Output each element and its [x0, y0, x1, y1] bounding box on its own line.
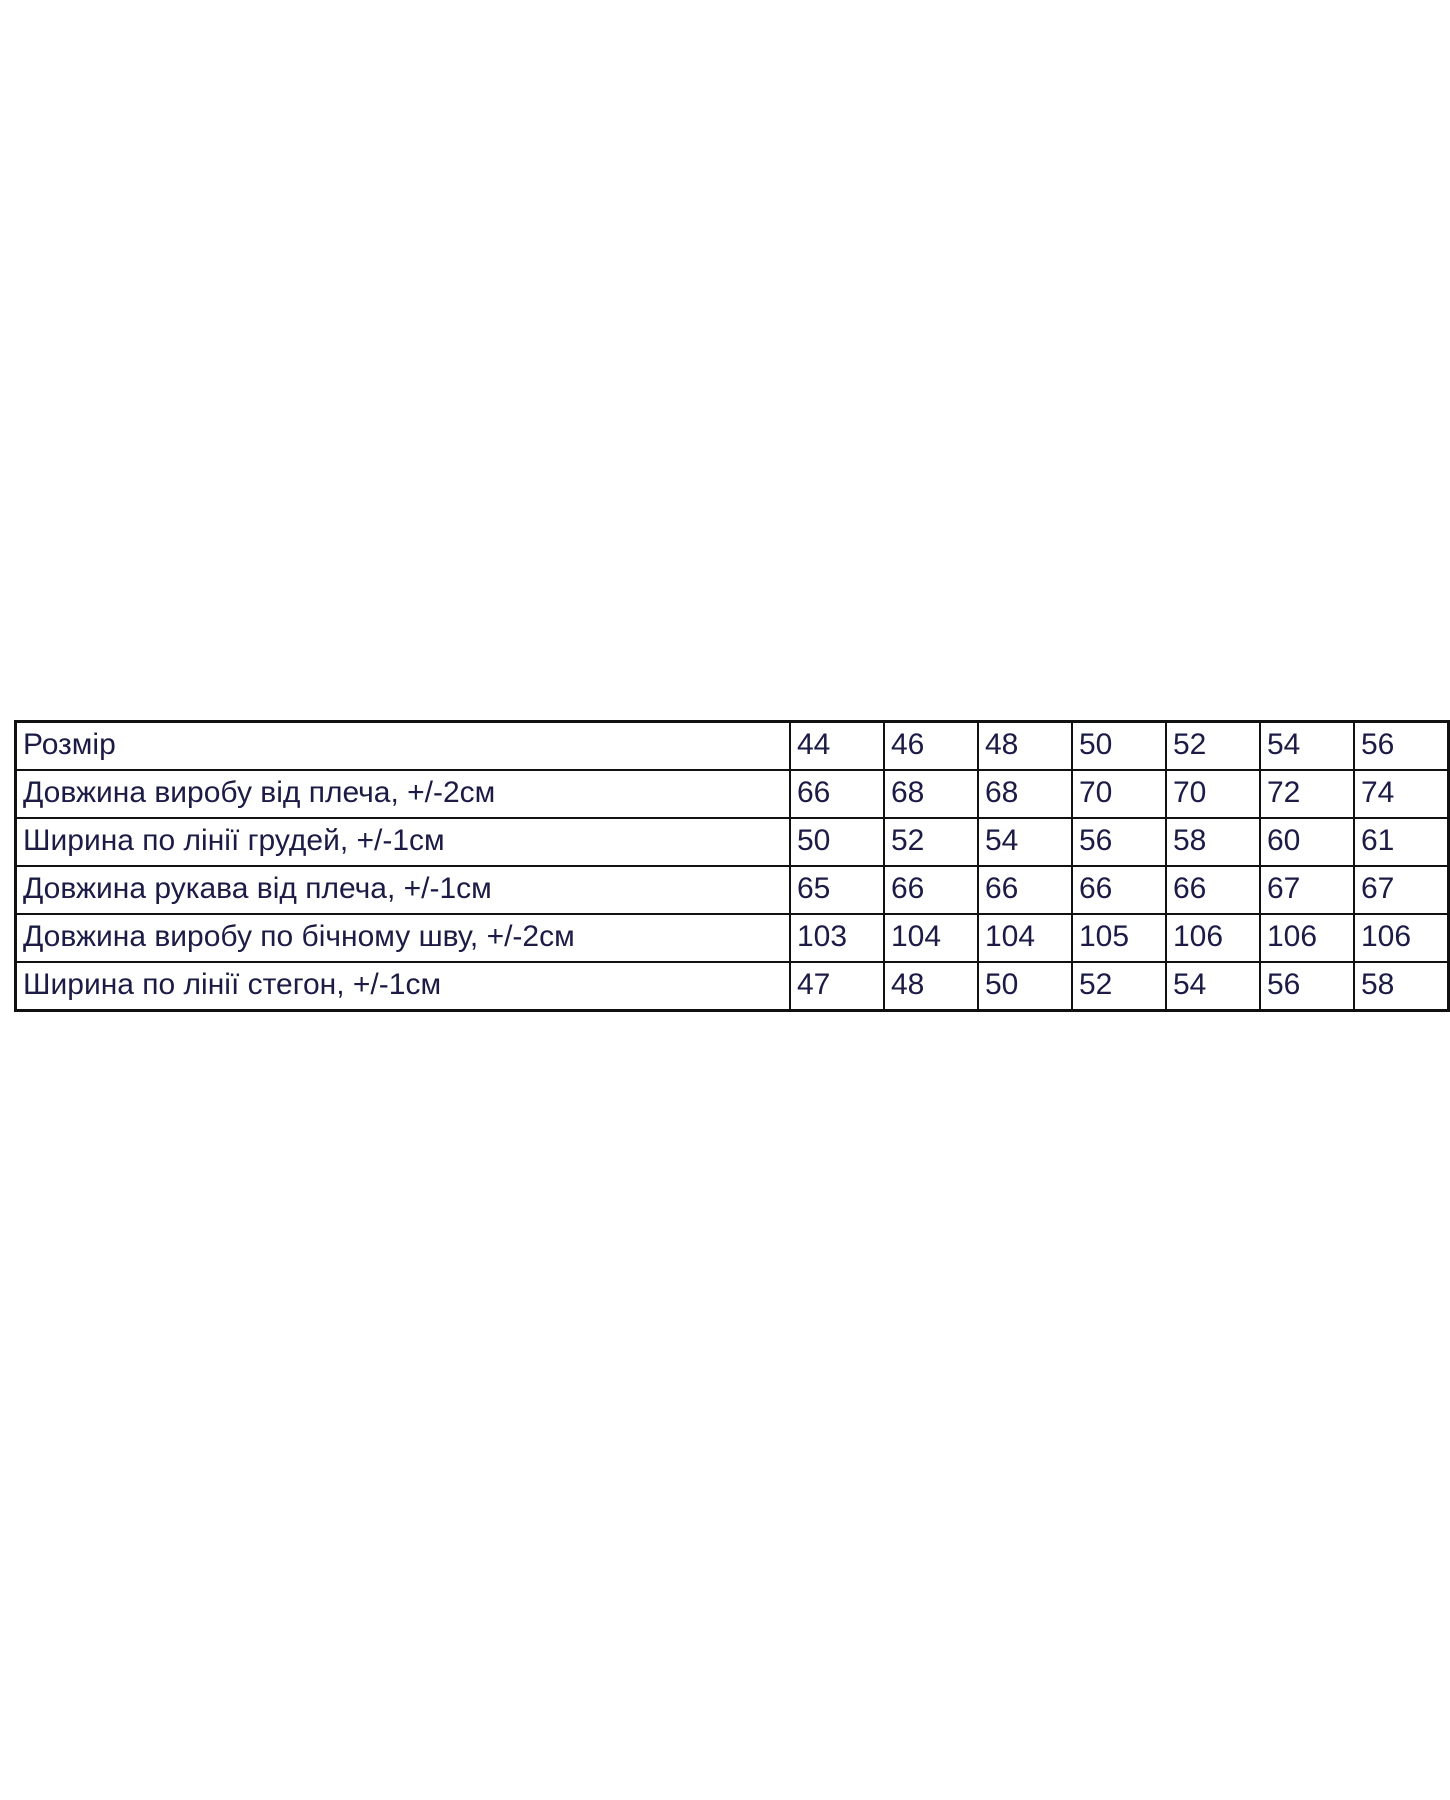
row-value: 54: [1260, 722, 1354, 771]
row-value: 66: [884, 866, 978, 914]
row-value: 48: [978, 722, 1072, 771]
row-value: 67: [1354, 866, 1449, 914]
row-value: 70: [1072, 770, 1166, 818]
row-value: 56: [1354, 722, 1449, 771]
row-value: 52: [1166, 722, 1260, 771]
row-label: Ширина по лінії грудей, +/-1см: [16, 818, 791, 866]
row-value: 46: [884, 722, 978, 771]
size-chart-container: [14, 720, 1412, 1012]
row-value: 58: [1166, 818, 1260, 866]
size-chart-body: [16, 722, 1449, 1011]
table-row: [16, 914, 1449, 962]
row-value: 52: [1072, 962, 1166, 1011]
row-value: 106: [1166, 914, 1260, 962]
table-row: [16, 866, 1449, 914]
row-value: 54: [978, 818, 1072, 866]
row-value: 65: [790, 866, 884, 914]
row-value: 104: [884, 914, 978, 962]
row-value: 50: [790, 818, 884, 866]
row-value: 66: [1166, 866, 1260, 914]
size-chart-table: [14, 720, 1450, 1012]
row-value: 74: [1354, 770, 1449, 818]
table-row: [16, 818, 1449, 866]
row-value: 70: [1166, 770, 1260, 818]
row-value: 58: [1354, 962, 1449, 1011]
row-value: 66: [1072, 866, 1166, 914]
row-value: 105: [1072, 914, 1166, 962]
row-value: 67: [1260, 866, 1354, 914]
row-value: 52: [884, 818, 978, 866]
table-row: [16, 722, 1449, 771]
table-row: [16, 770, 1449, 818]
row-value: 60: [1260, 818, 1354, 866]
row-label: Довжина рукава від плеча, +/-1см: [16, 866, 791, 914]
row-value: 68: [884, 770, 978, 818]
row-value: 106: [1354, 914, 1449, 962]
row-value: 103: [790, 914, 884, 962]
row-value: 48: [884, 962, 978, 1011]
row-value: 56: [1072, 818, 1166, 866]
row-value: 72: [1260, 770, 1354, 818]
row-value: 66: [978, 866, 1072, 914]
row-label: Розмір: [16, 722, 791, 771]
table-row: [16, 962, 1449, 1011]
row-value: 56: [1260, 962, 1354, 1011]
row-value: 44: [790, 722, 884, 771]
row-value: 104: [978, 914, 1072, 962]
row-label: Довжина виробу від плеча, +/-2см: [16, 770, 791, 818]
row-value: 50: [978, 962, 1072, 1011]
row-value: 61: [1354, 818, 1449, 866]
row-value: 66: [790, 770, 884, 818]
row-value: 50: [1072, 722, 1166, 771]
row-value: 54: [1166, 962, 1260, 1011]
row-label: Ширина по лінії стегон, +/-1см: [16, 962, 791, 1011]
row-value: 106: [1260, 914, 1354, 962]
row-label: Довжина виробу по бічному шву, +/-2см: [16, 914, 791, 962]
row-value: 68: [978, 770, 1072, 818]
row-value: 47: [790, 962, 884, 1011]
